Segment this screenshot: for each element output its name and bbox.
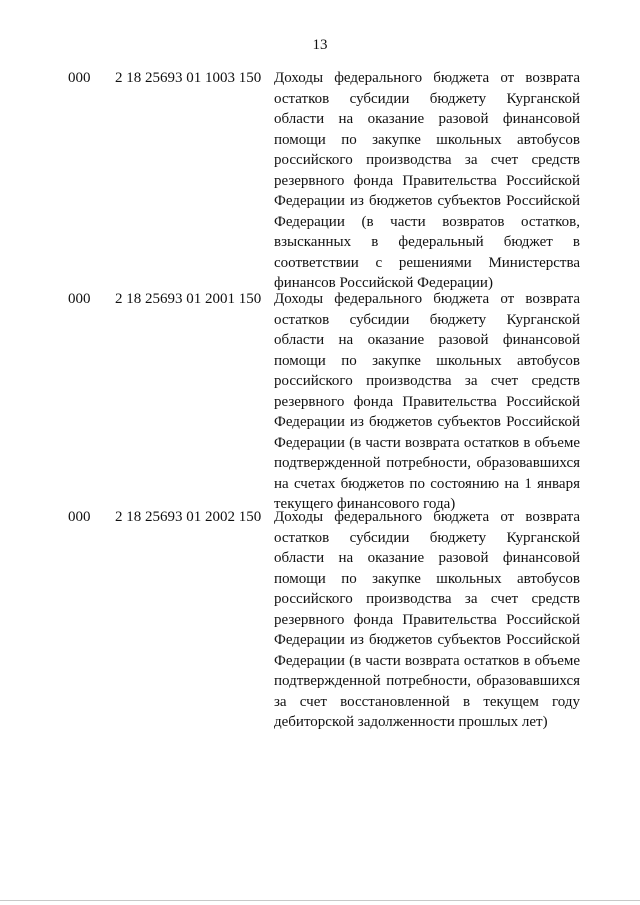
description-line: Федерации (в части возвратов остатков, (274, 213, 580, 230)
description-line: помощи по закупке школьных автобусов (274, 570, 580, 587)
description-line: резервного фонда Правительства Российской (274, 172, 580, 189)
page-number: 13 (312, 37, 328, 53)
description-line: российского производства за счет средств (274, 373, 580, 389)
income-description (274, 507, 580, 733)
description-line: Федерации (в части возврата остатков в объеме (274, 652, 580, 669)
description-line: остатков субсидии бюджету Курганской (274, 311, 580, 328)
description-line: Федерации из бюджетов субъектов Российской (274, 632, 580, 648)
description-line: за счет восстановленной в текущем году (274, 693, 580, 710)
description-line: соответствии с решениями Министерства (274, 254, 580, 271)
description-line: помощи по закупке школьных автобусов (274, 352, 580, 369)
description-line: Федерации (в части возврата остатков в объеме (274, 434, 580, 451)
description-line: подтвержденной потребности, образовавшихся (274, 673, 580, 689)
admin-code: 000 (68, 70, 91, 86)
description-line: резервного фонда Правительства Российской (274, 611, 580, 628)
budget-classification-code: 2 18 25693 01 2002 150 (115, 509, 262, 525)
budget-classification-code: 2 18 25693 01 1003 150 (115, 70, 262, 86)
description-line: дебиторской задолженности прошлых лет) (274, 714, 548, 730)
income-description (274, 68, 580, 294)
description-line: российского производства за счет средств (274, 591, 580, 607)
admin-code: 000 (68, 509, 91, 525)
description-line: финансов Российской Федерации) (274, 275, 493, 291)
description-line: взысканных в федеральный бюджет в (274, 234, 580, 250)
description-line: Федерации из бюджетов субъектов Российской (274, 414, 580, 430)
description-line: остатков субсидии бюджету Курганской (274, 90, 580, 107)
description-line: Федерации из бюджетов субъектов Российской (274, 193, 580, 209)
description-line: остатков субсидии бюджету Курганской (274, 529, 580, 546)
description-line: области на оказание разовой финансовой (274, 111, 580, 127)
description-line: области на оказание разовой финансовой (274, 550, 580, 566)
description-line: текущего финансового года) (274, 496, 456, 512)
description-line: резервного фонда Правительства Российской (274, 393, 580, 410)
description-line: Доходы федерального бюджета от возврата (274, 291, 580, 307)
admin-code: 000 (68, 291, 91, 307)
description-line: подтвержденной потребности, образовавшихся (274, 455, 580, 471)
description-line: помощи по закупке школьных автобусов (274, 131, 580, 148)
income-description (274, 289, 580, 515)
description-line: Доходы федерального бюджета от возврата (274, 70, 580, 86)
description-line: Доходы федерального бюджета от возврата (274, 509, 580, 525)
description-line: российского производства за счет средств (274, 152, 580, 168)
budget-classification-code: 2 18 25693 01 2001 150 (115, 291, 262, 307)
description-line: области на оказание разовой финансовой (274, 332, 580, 348)
description-line: на счетах бюджетов по состоянию на 1 января (274, 475, 580, 492)
scan-bottom-edge (0, 900, 640, 901)
